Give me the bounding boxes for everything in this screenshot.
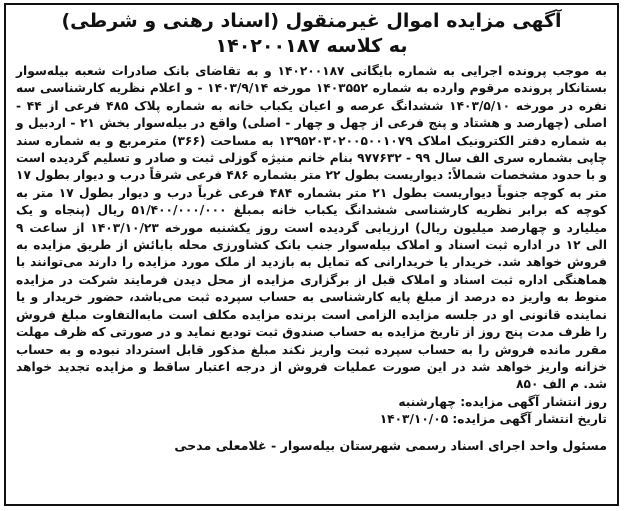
auction-notice bbox=[4, 3, 619, 506]
publish-day: روز انتشار آگهی مزایده: چهارشنبه bbox=[398, 394, 607, 409]
publish-date: تاریخ انتشار آگهی مزایده: ۱۴۰۳/۱۰/۰۵ bbox=[379, 412, 607, 427]
notice-title-line2: به کلاسه ۱۴۰۲۰۰۱۸۷ bbox=[215, 35, 408, 57]
notice-title bbox=[6, 9, 617, 59]
notice-body: به موجب پرونده اجرایی به شماره بایگانی ۱۴۰۲۰۰۱۸۷ و به تقاضای بانک صادرات شعبه بیله‌سوار بستانکار پرونده مرقوم وارده به شماره ۱۴۰۳۵۵۲ مورخه ۱۴۰۳/۹/۱۴ - و اعلام نظریه کارشناسی سه نفره در مورخه ۱۴۰۳/۵/۱۰ ششدانگ عرصه و اعیان یکباب خانه به شماره پلاک ۴۸۵ فرعی از ۴۴ - اصلی (چهارصد و هشتاد و پنج فرعی از چهل و چهار - اصلی) واقع در بیله‌سوار بخش ۲۱ - اردبیل و به شماره دفتر الکترونیک املاک ۱۳۹۵۲۰۳۰۲۰۰۵۰۰۱۰۷۹ به مساحت (۳۶۶) مترمربع و به شماره سند چاپی بشماره سری الف سال ۹۹ - ۹۷۷۶۳۲ بنام خانم منیژه گوزلی ثبت و صادر و تسلیم گردیده است و با حدود مشخصات شمالاً: دیواریست بطول ۲۲ متر بشماره ۴۸۶ فرعی شرقاً درب و دیوار بطول ۱۷ متر به کوچه جنوباً دیواریست بطول ۲۱ متر بشماره ۴۸۴ فرعی غرباً درب و دیوار بطول ۱۷ متر به کوچه که برابر نظریه کارشناسی ششدانگ یکباب خانه بمبلغ ۵۱/۴۰۰/۰۰۰/۰۰۰ ریال (پنجاه و یک میلیارد و چهارصد میلیون ریال) ارزیابی گردیده است روز یکشنبه مورخه ۱۴۰۳/۱۰/۲۳ از ساعت ۹ الی ۱۲ در اداره ثبت اسناد و املاک بیله‌سوار جنب بانک کشاورزی محله بابائش از طریق مزایده به فروش خواهد شد. خریدار یا خریدارانی که تمایل به بازدید از ملک مورد مزایده را دارند می‌توانند با هماهنگی اداره ثبت اسناد و املاک قبل از برگزاری مزایده از محل دیدن فرمایند شرکت در مزایده منوط به واریز ده درصد از مبلغ پایه کارشناسی به حساب سپرده ثبت می‌باشد، حضور خریدار و یا نماینده قانونی او در جلسه مزایده الزامی است برنده مزایده مکلف است مابه‌التفاوت مبلغ فروش را ظرف مدت پنج روز از تاریخ مزایده به حساب صندوق ثبت تودیع نماید و در صورتی که ظرف مهلت مقرر مانده فروش را به حساب سپرده ثبت واریز نکند مبلغ مذکور قابل استرداد نبوده و به حساب خزانه واریز خواهد شد در این صورت عملیات فروش از درجه اعتبار ساقط و مزایده تجدید خواهد شد. م الف ۸۵۰ bbox=[16, 64, 608, 392]
notice-title-line1: آگهی مزایده اموال غیرمنقول (اسناد رهنی و شرطی) bbox=[61, 10, 562, 32]
signature-line: مسئول واحد اجرای اسناد رسمی شهرستان بیله‌سوار - غلامعلی مدحی bbox=[174, 437, 607, 453]
